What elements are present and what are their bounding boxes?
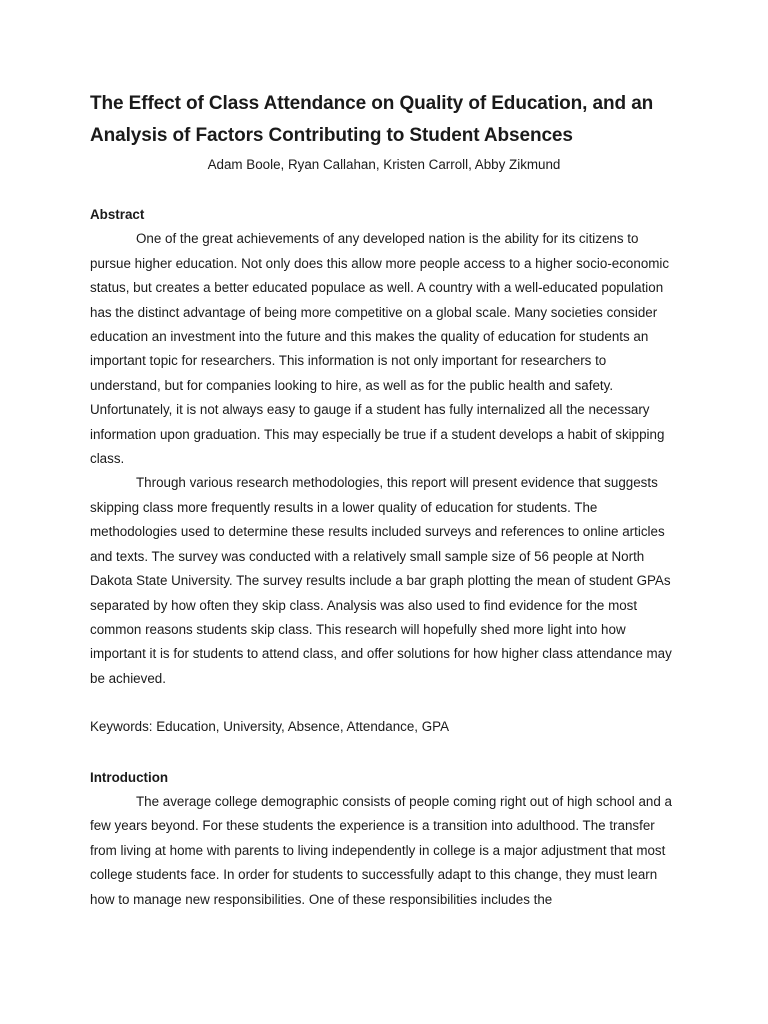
author-list: Adam Boole, Ryan Callahan, Kristen Carroll, Abby Zikmund	[207, 157, 561, 172]
introduction-heading: Introduction	[90, 769, 169, 785]
abstract-heading: Abstract	[90, 207, 145, 222]
introduction-paragraph: The average college demographic consists of people coming right out of high school and a few years beyond. For these students the experience is a transition into adulthood. The transfer from living at home with parents to living independently in college is a major adjustment that most college students face. In order for students to successfully adapt to this change, they must learn how to manage new responsibilities. One of these responsibilities includes the	[90, 793, 672, 907]
abstract-paragraph: One of the great achievements of any developed nation is the ability for its citizens to pursue higher education. Not only does this allow more people access to a higher socio-economic status, but creates a better educated populace as well. A country with a well-educated population has the distinct advantage of being more competitive on a global scale. Many societies consider education an investment into the future and this makes the quality of education for students an important topic for researchers. This information is not only important for researchers to understand, but for companies looking to hire, as well as for the public health and safety. Unfortunately, it is not always easy to gauge if a student has fully internalized all the necessary information upon graduation. This may especially be true if a student develops a habit of skipping class.	[90, 231, 670, 467]
abstract-paragraph: Through various research methodologies, this report will present evidence that suggests skipping class more frequently results in a lower quality of education for students. The methodologies used to determine these results included surveys and references to online articles and texts. The survey was conducted with a relatively small sample size of 56 people at North Dakota State University. The survey results include a bar graph plotting the mean of student GPAs separated by how often they skip class. Analysis was also used to find evidence for the most common reasons students skip class. This research will hopefully shed more light into how important it is for students to attend class, and offer solutions for how higher class attendance may be achieved.	[90, 475, 672, 686]
keywords-line: Keywords: Education, University, Absence, Attendance, GPA	[90, 719, 450, 735]
paper-title: The Effect of Class Attendance on Quality of Education, and an Analysis of Factors Contributing to Student Absences	[90, 93, 654, 146]
